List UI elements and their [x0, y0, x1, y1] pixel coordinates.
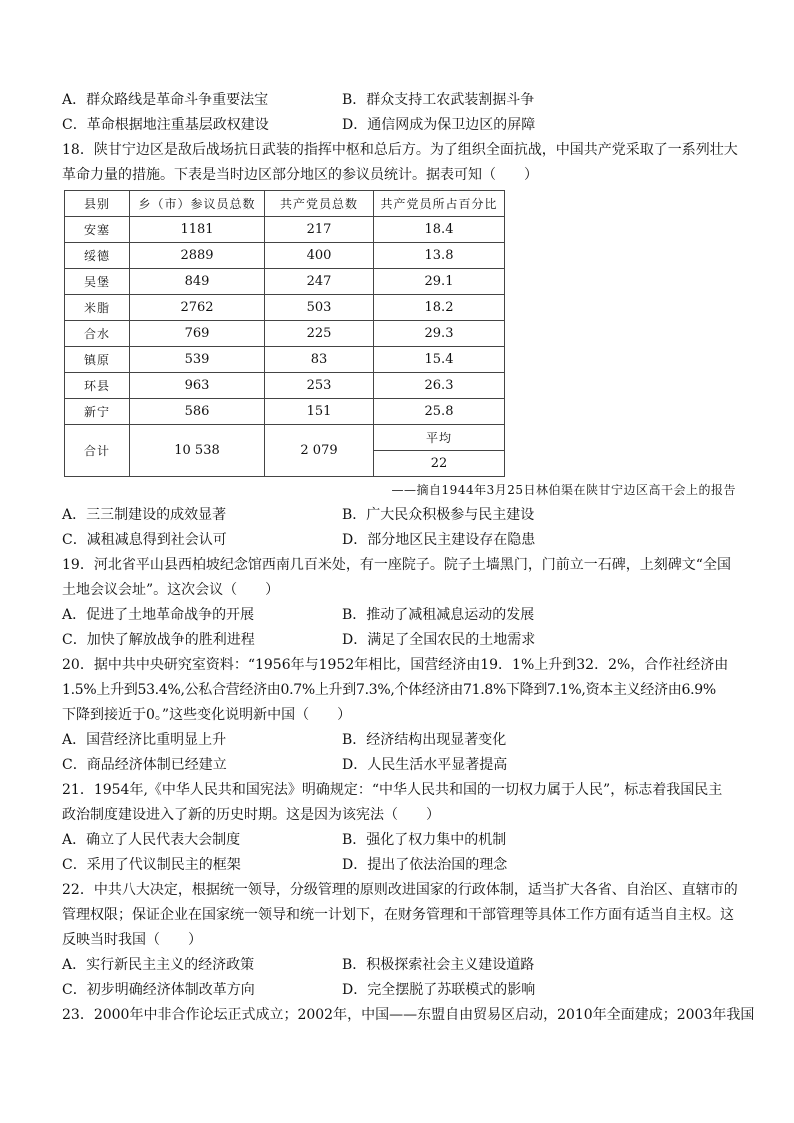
- county-cell: 安塞: [65, 217, 130, 243]
- q22-option-a[interactable]: A．实行新民主主义的经济政策: [62, 957, 255, 973]
- header-communists: 共产党员总数: [265, 191, 374, 217]
- councillors-cell: 963: [130, 373, 265, 399]
- table-row: [65, 321, 505, 347]
- table-header-row: [65, 191, 505, 217]
- q20-stem-line-2: 1.5%上升到53.4%,公私合营经济由0.7%上升到7.3%,个体经济由71.8%下降到7.1%,资本主义经济由6.9%: [62, 682, 716, 698]
- county-cell: 镇原: [65, 347, 130, 373]
- total-communists: 2 079: [265, 425, 374, 477]
- county-cell: 新宁: [65, 399, 130, 425]
- percentage-cell: 29.3: [374, 321, 505, 347]
- q20-option-c[interactable]: C．商品经济体制已经建立: [62, 757, 227, 773]
- total-label: 合计: [65, 425, 130, 477]
- header-percentage: 共产党员所占百分比: [374, 191, 505, 217]
- header-councillors: 乡（市）参议员总数: [130, 191, 265, 217]
- q20-stem-line-3: 下降到接近于0。”这些变化说明新中国（ ）: [62, 707, 352, 723]
- councillors-cell: 539: [130, 347, 265, 373]
- q17-option-c[interactable]: C．革命根据地注重基层政权建设: [62, 117, 269, 133]
- q22-option-b[interactable]: B．积极探索社会主义建设道路: [342, 957, 535, 973]
- q18-option-c[interactable]: C．减租减息得到社会认可: [62, 532, 227, 548]
- q17-options-row-1: [62, 88, 736, 113]
- q18-source-citation: ——摘自1944年3月25日林伯渠在陕甘宁边区高干会上的报告: [391, 483, 736, 497]
- q21-option-d[interactable]: D．提出了依法治国的理念: [342, 857, 508, 873]
- q19-stem-line-2: 土地会议会址”。这次会议（ ）: [62, 582, 280, 598]
- header-county: 县别: [65, 191, 130, 217]
- q23-stem-line-1: 23．2000年中非合作论坛正式成立；2002年，中国——东盟自由贸易区启动，2010年全面建成；2003年我国: [62, 1007, 755, 1023]
- percentage-cell: 25.8: [374, 399, 505, 425]
- q20-options-row-1: [62, 728, 736, 753]
- q21-option-c[interactable]: C．采用了代议制民主的框架: [62, 857, 241, 873]
- q22-option-c[interactable]: C．初步明确经济体制改革方向: [62, 982, 255, 998]
- average-value: 22: [374, 451, 505, 477]
- q18-option-a[interactable]: A．三三制建设的成效显著: [62, 507, 227, 523]
- q19-options-row-1: [62, 603, 736, 628]
- q20-option-b[interactable]: B．经济结构出现显著变化: [342, 732, 507, 748]
- communists-cell: 503: [265, 295, 374, 321]
- communists-cell: 225: [265, 321, 374, 347]
- councillors-cell: 2762: [130, 295, 265, 321]
- q20-stem-line-1: 20．据中共中央研究室资料：“1956年与1952年相比，国营经济由19．1%上升到32．2%，合作社经济由: [62, 657, 729, 673]
- q18-stem-line-1: 18．陕甘宁边区是敌后战场抗日武装的指挥中枢和总后方。为了组织全面抗战，中国共产党采取了一系列壮大: [62, 142, 738, 158]
- county-cell: 绥德: [65, 243, 130, 269]
- percentage-cell: 26.3: [374, 373, 505, 399]
- q19-option-c[interactable]: C．加快了解放战争的胜利进程: [62, 632, 255, 648]
- q18-table: [64, 190, 505, 477]
- communists-cell: 83: [265, 347, 374, 373]
- q19-stem-line-1: 19．河北省平山县西柏坡纪念馆西南几百米处，有一座院子。院子土墙黑门，门前立一石碑，上刻碑文“全国: [62, 557, 731, 573]
- q17-options-row-2: [62, 113, 736, 138]
- county-cell: 合水: [65, 321, 130, 347]
- councillors-cell: 769: [130, 321, 265, 347]
- communists-cell: 400: [265, 243, 374, 269]
- percentage-cell: 29.1: [374, 269, 505, 295]
- councillors-cell: 586: [130, 399, 265, 425]
- q21-stem-line-2: 政治制度建设进入了新的历史时期。这是因为该宪法（ ）: [62, 807, 440, 823]
- q21-options-row-2: [62, 853, 736, 878]
- table-row: [65, 295, 505, 321]
- table-row: [65, 373, 505, 399]
- q18-stem-line-2: 革命力量的措施。下表是当时边区部分地区的参议员统计。据表可知（ ）: [62, 167, 538, 183]
- table-row: [65, 217, 505, 243]
- q19-option-d[interactable]: D．满足了全国农民的土地需求: [342, 632, 536, 648]
- communists-cell: 253: [265, 373, 374, 399]
- q22-option-d[interactable]: D．完全摆脱了苏联模式的影响: [342, 982, 536, 998]
- q18-options-row-2: [62, 528, 736, 553]
- q21-option-b[interactable]: B．强化了权力集中的机制: [342, 832, 507, 848]
- communists-cell: 247: [265, 269, 374, 295]
- table-row: [65, 347, 505, 373]
- communists-cell: 151: [265, 399, 374, 425]
- total-councillors: 10 538: [130, 425, 265, 477]
- q21-options-row-1: [62, 828, 736, 853]
- q20-option-a[interactable]: A．国营经济比重明显上升: [62, 732, 227, 748]
- councillors-cell: 2889: [130, 243, 265, 269]
- table-row: [65, 399, 505, 425]
- county-cell: 环县: [65, 373, 130, 399]
- communists-cell: 217: [265, 217, 374, 243]
- county-cell: 米脂: [65, 295, 130, 321]
- q21-stem-line-1: 21．1954年,《中华人民共和国宪法》明确规定：“中华人民共和国的一切权力属于人民”，标志着我国民主: [62, 782, 723, 798]
- councillors-cell: 849: [130, 269, 265, 295]
- q21-option-a[interactable]: A．确立了人民代表大会制度: [62, 832, 241, 848]
- average-label: 平均: [374, 425, 505, 451]
- q22-stem-line-3: 反映当时我国（ ）: [62, 932, 202, 948]
- table-row: [65, 243, 505, 269]
- percentage-cell: 13.8: [374, 243, 505, 269]
- exam-page: [62, 88, 755, 1028]
- county-cell: 吴堡: [65, 269, 130, 295]
- q18-options-row-1: [62, 503, 736, 528]
- councillors-cell: 1181: [130, 217, 265, 243]
- q19-option-b[interactable]: B．推动了减租减息运动的发展: [342, 607, 535, 623]
- q19-option-a[interactable]: A．促进了土地革命战争的开展: [62, 607, 255, 623]
- q18-option-d[interactable]: D．部分地区民主建设存在隐患: [342, 532, 536, 548]
- q20-option-d[interactable]: D．人民生活水平显著提高: [342, 757, 508, 773]
- q17-option-d[interactable]: D．通信网成为保卫边区的屏障: [342, 117, 536, 133]
- percentage-cell: 15.4: [374, 347, 505, 373]
- q18-option-b[interactable]: B．广大民众积极参与民主建设: [342, 507, 535, 523]
- q22-stem-line-1: 22．中共八大决定，根据统一领导，分级管理的原则改进国家的行政体制，适当扩大各省、自治区、直辖市的: [62, 882, 738, 898]
- q20-options-row-2: [62, 753, 736, 778]
- q22-options-row-2: [62, 978, 736, 1003]
- table-row: [65, 269, 505, 295]
- percentage-cell: 18.2: [374, 295, 505, 321]
- q22-options-row-1: [62, 953, 736, 978]
- q19-options-row-2: [62, 628, 736, 653]
- q17-option-b[interactable]: B．群众支持工农武装割据斗争: [342, 92, 535, 108]
- percentage-cell: 18.4: [374, 217, 505, 243]
- table-total-row: [65, 425, 505, 451]
- q22-stem-line-2: 管理权限；保证企业在国家统一领导和统一计划下，在财务管理和干部管理等具体工作方面有适当自主权。这: [62, 907, 734, 923]
- q17-option-a[interactable]: A．群众路线是革命斗争重要法宝: [62, 92, 269, 108]
